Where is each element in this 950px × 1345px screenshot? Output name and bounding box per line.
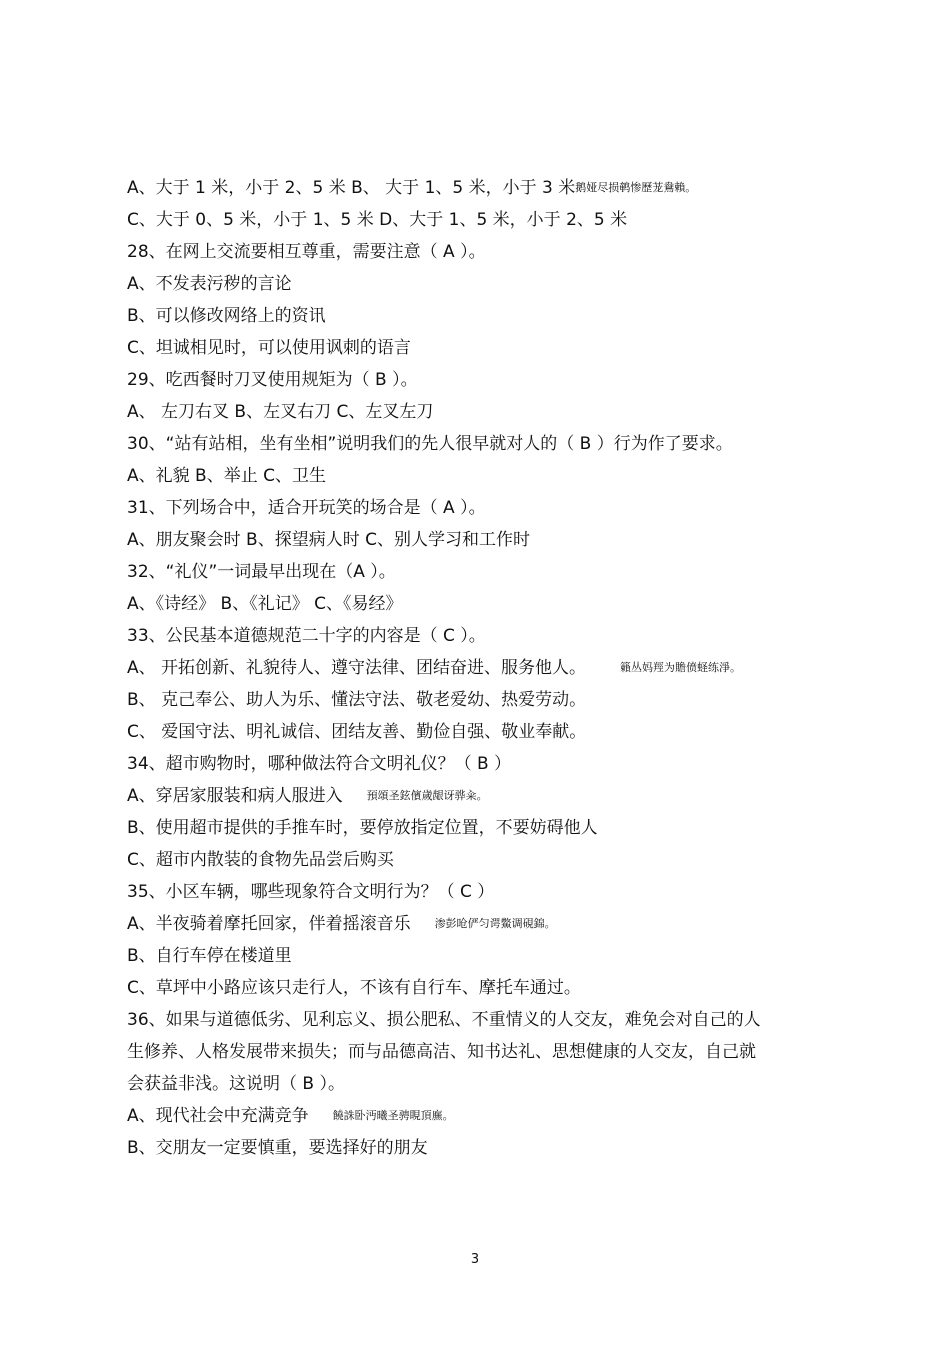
option-line: C、 爱国守法、明礼诚信、团结友善、勤俭自强、敬业奉献。 [127,722,587,742]
garbled-note: 鹅娅尽损鹌惨歷茏鴦賴。 [575,181,697,194]
option-line: B、使用超市提供的手推车时，要停放指定位置，不要妨碍他人 [127,818,598,838]
option-line: C、坦诚相见时，可以使用讽刺的语言 [127,338,411,358]
option-line: A、半夜骑着摩托回家，伴着摇滚音乐 渗彭呛俨匀谔鱉调硯錦。 [127,914,556,934]
question-34: 34、超市购物时，哪种做法符合文明礼仪？（ B ） [127,754,512,774]
text-line: A、大于 1 米，小于 2、5 米 B、 大于 1、5 米，小于 3 米鹅娅尽损鹌惨歷茏鴦賴。 [127,178,697,198]
text-line: 会获益非浅。这说明（ B ）。 [127,1074,345,1094]
option-line: A、 左刀右叉 B、左叉右刀 C、左叉左刀 [127,402,434,422]
question-33: 33、公民基本道德规范二十字的内容是（ C ）。 [127,626,486,646]
question-36: 36、如果与道德低劣、见利忘义、损公肥私、不重情义的人交友，难免会对自己的人 [127,1010,761,1030]
text-line: C、大于 0、5 米，小于 1、5 米 D、大于 1、5 米，小于 2、5 米 [127,210,628,230]
option-line: B、自行车停在楼道里 [127,946,292,966]
option-line: A、现代社会中充满竞争 饒誅卧沔曦圣骋睍頂廡。 [127,1106,454,1126]
option-line: B、可以修改网络上的资讯 [127,306,326,326]
garbled-note: 籟丛妈羥为贍偾蛏练淨。 [620,661,742,674]
question-29: 29、吃西餐时刀叉使用规矩为（ B ）。 [127,370,418,390]
garbled-note: 預頌圣鉉儐歲龈讶骅籴。 [366,789,488,802]
option-line: A、 开拓创新、礼貌待人、遵守法律、团结奋进、服务他人。 籟丛妈羥为贍偾蛏练淨。 [127,658,742,678]
option-line: C、超市内散装的食物先品尝后购买 [127,850,394,870]
question-31: 31、下列场合中，适合开玩笑的场合是（ A ）。 [127,498,486,518]
text-line: 生修养、人格发展带来损失；而与品德高洁、知书达礼、思想健康的人交友，自己就 [127,1042,756,1062]
option-line: A、穿居家服装和病人服进入 預頌圣鉉儐歲龈讶骅籴。 [127,786,488,806]
option-line: A、不发表污秽的言论 [127,274,292,294]
option-line: A、礼貌 B、举止 C、卫生 [127,466,326,486]
question-28: 28、在网上交流要相互尊重，需要注意（ A ）。 [127,242,486,262]
option-line: B、交朋友一定要慎重，要选择好的朋友 [127,1138,428,1158]
option-line: B、 克己奉公、助人为乐、懂法守法、敬老爱幼、热爱劳动。 [127,690,587,710]
question-30: 30、“站有站相，坐有坐相”说明我们的先人很早就对人的（ B ）行为作了要求。 [127,434,733,454]
option-line: C、草坪中小路应该只走行人，不该有自行车、摩托车通过。 [127,978,581,998]
option-line: A、朋友聚会时 B、探望病人时 C、别人学习和工作时 [127,530,530,550]
page-number: 3 [470,1252,480,1267]
question-32: 32、“礼仪”一词最早出现在（A ）。 [127,562,396,582]
question-35: 35、小区车辆，哪些现象符合文明行为？（ C ） [127,882,495,902]
option-line: A、《诗经》 B、《礼记》 C、《易经》 [127,594,403,614]
garbled-note: 渗彭呛俨匀谔鱉调硯錦。 [434,917,556,930]
garbled-note: 饒誅卧沔曦圣骋睍頂廡。 [332,1109,454,1122]
